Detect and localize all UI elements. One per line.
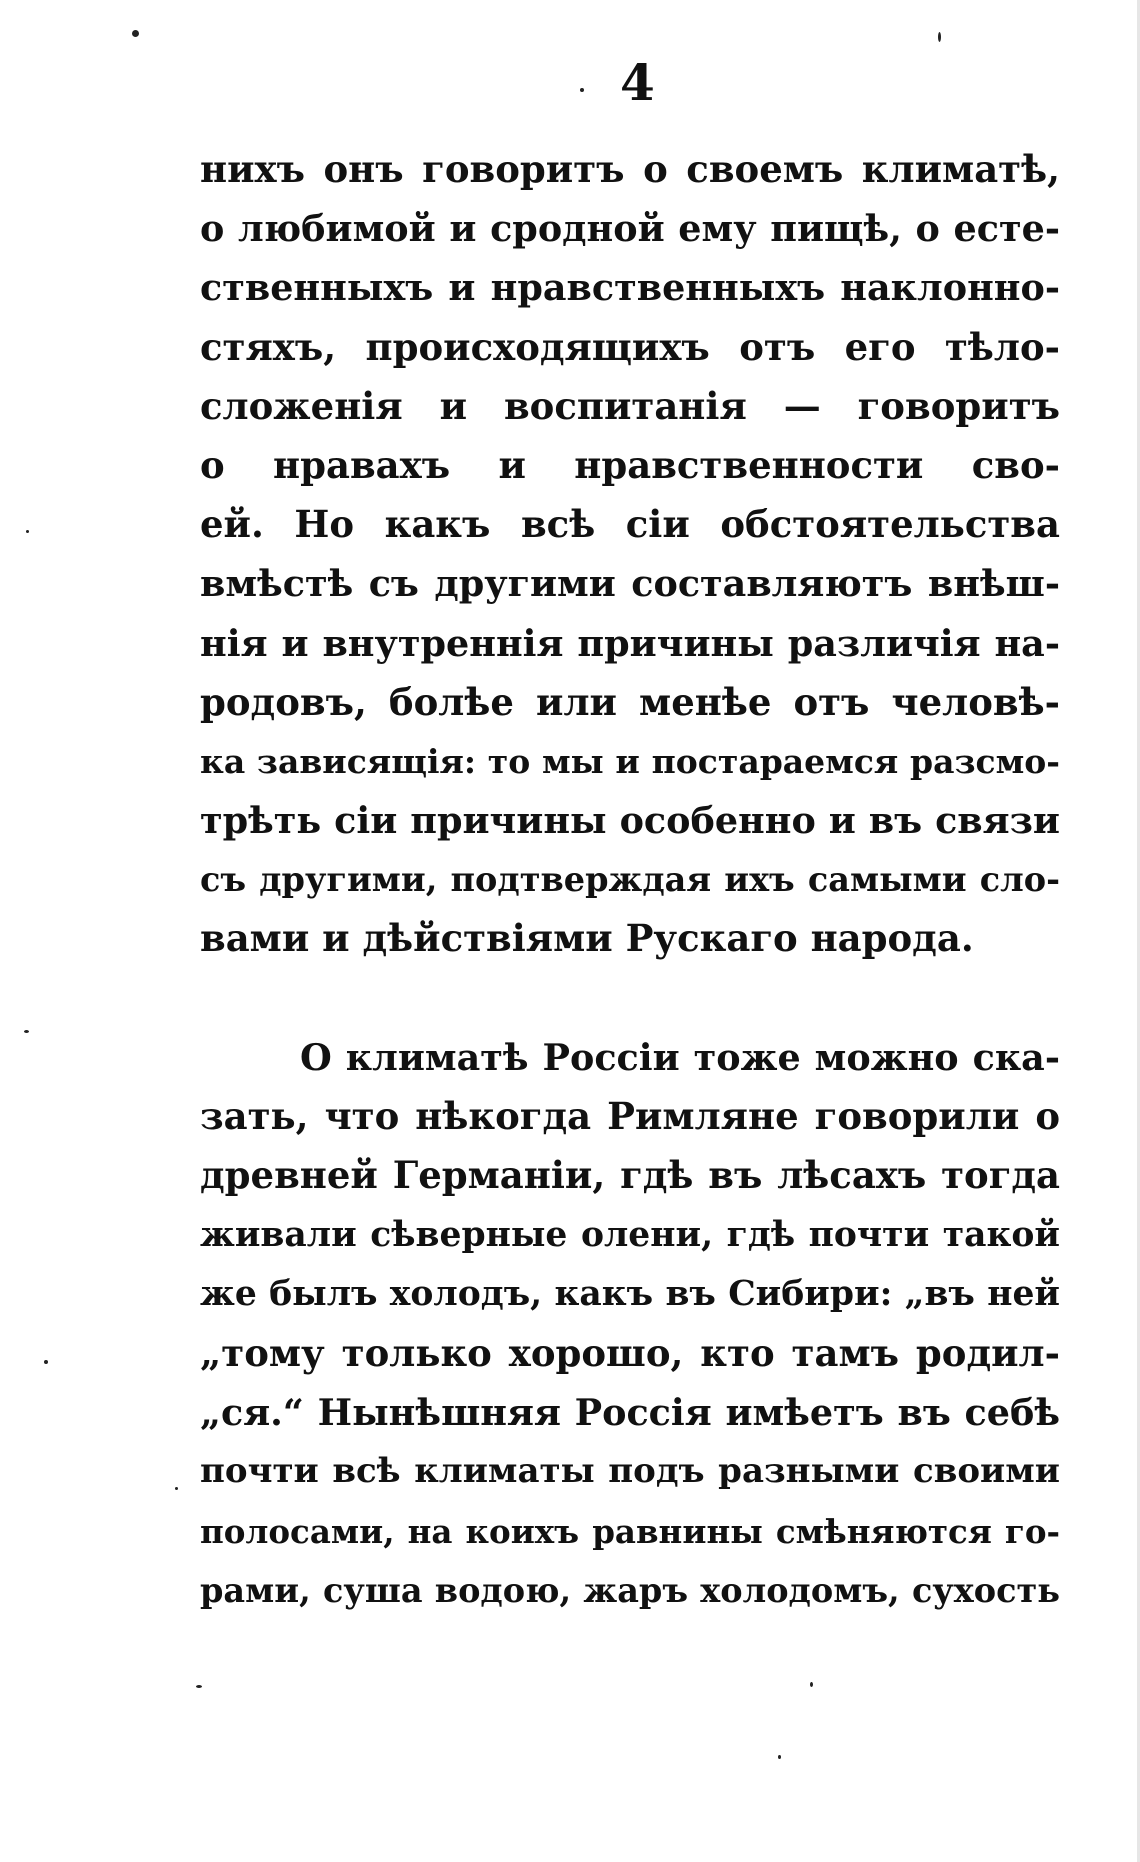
text-line: зать, что нѣкогда Римляне говорили о bbox=[200, 1094, 1060, 1139]
text-line: нія и внутреннія причины различія на- bbox=[200, 621, 1060, 665]
text-line: полосами, на коихъ равнины смѣняются го- bbox=[200, 1511, 1060, 1551]
text-line: нихъ онъ говоритъ о своемъ климатѣ, bbox=[200, 147, 1060, 191]
text-line: съ другими, подтверждая ихъ самыми сло- bbox=[200, 860, 1060, 900]
text-line: рами, суша водою, жаръ холодомъ, сухость bbox=[200, 1570, 1060, 1610]
scan-speck bbox=[778, 1755, 781, 1759]
page-number: 4 bbox=[620, 53, 655, 112]
text-line: родовъ, болѣе или менѣе отъ человѣ- bbox=[200, 679, 1060, 724]
text-line: ей. Но какъ всѣ сіи обстоятельства bbox=[200, 502, 1060, 547]
text-line: о любимой и сродной ему пищѣ, о есте- bbox=[200, 207, 1060, 251]
scan-speck bbox=[26, 530, 29, 533]
text-line: ственныхъ и нравственныхъ наклонно- bbox=[200, 266, 1060, 310]
scan-speck bbox=[810, 1682, 813, 1687]
text-line: вами и дѣйствіями Рускаго народа. bbox=[200, 916, 974, 961]
text-line: о нравахъ и нравственности сво- bbox=[200, 442, 1060, 487]
scan-speck bbox=[44, 1360, 48, 1364]
scan-speck bbox=[132, 30, 139, 37]
text-line: живали сѣверные олени, гдѣ почти такой bbox=[200, 1214, 1060, 1255]
text-line: трѣть сіи причины особенно и въ связи bbox=[200, 799, 1060, 843]
text-line: „ся.“ Нынѣшняя Россія имѣетъ въ себѣ bbox=[200, 1391, 1060, 1435]
text-line: вмѣстѣ съ другими составляютъ внѣш- bbox=[200, 562, 1060, 606]
text-line: „тому только хорошо, кто тамъ родил- bbox=[200, 1330, 1060, 1375]
text-line: стяхъ, происходящихъ отъ его тѣло- bbox=[200, 324, 1060, 369]
text-line: почти всѣ климаты подъ разными своими bbox=[200, 1451, 1060, 1492]
paragraph-1 bbox=[200, 140, 1060, 969]
text-line: же былъ холодъ, какъ въ Сибири: „въ ней bbox=[200, 1273, 1060, 1314]
text-line: сложенія и воспитанія — говоритъ bbox=[200, 383, 1060, 428]
text-line: О климатѣ Россіи тоже можно ска- bbox=[300, 1036, 1060, 1079]
text-line: ка зависящія: то мы и постараемся разсмо- bbox=[200, 741, 1060, 781]
paragraph-2 bbox=[200, 1028, 1060, 1620]
scan-speck bbox=[196, 1685, 202, 1688]
scan-speck bbox=[938, 32, 941, 42]
scan-speck bbox=[24, 1030, 29, 1033]
scan-speck bbox=[580, 88, 584, 92]
scan-speck bbox=[175, 1487, 178, 1490]
text-line: древней Германіи, гдѣ въ лѣсахъ тогда bbox=[200, 1153, 1060, 1198]
